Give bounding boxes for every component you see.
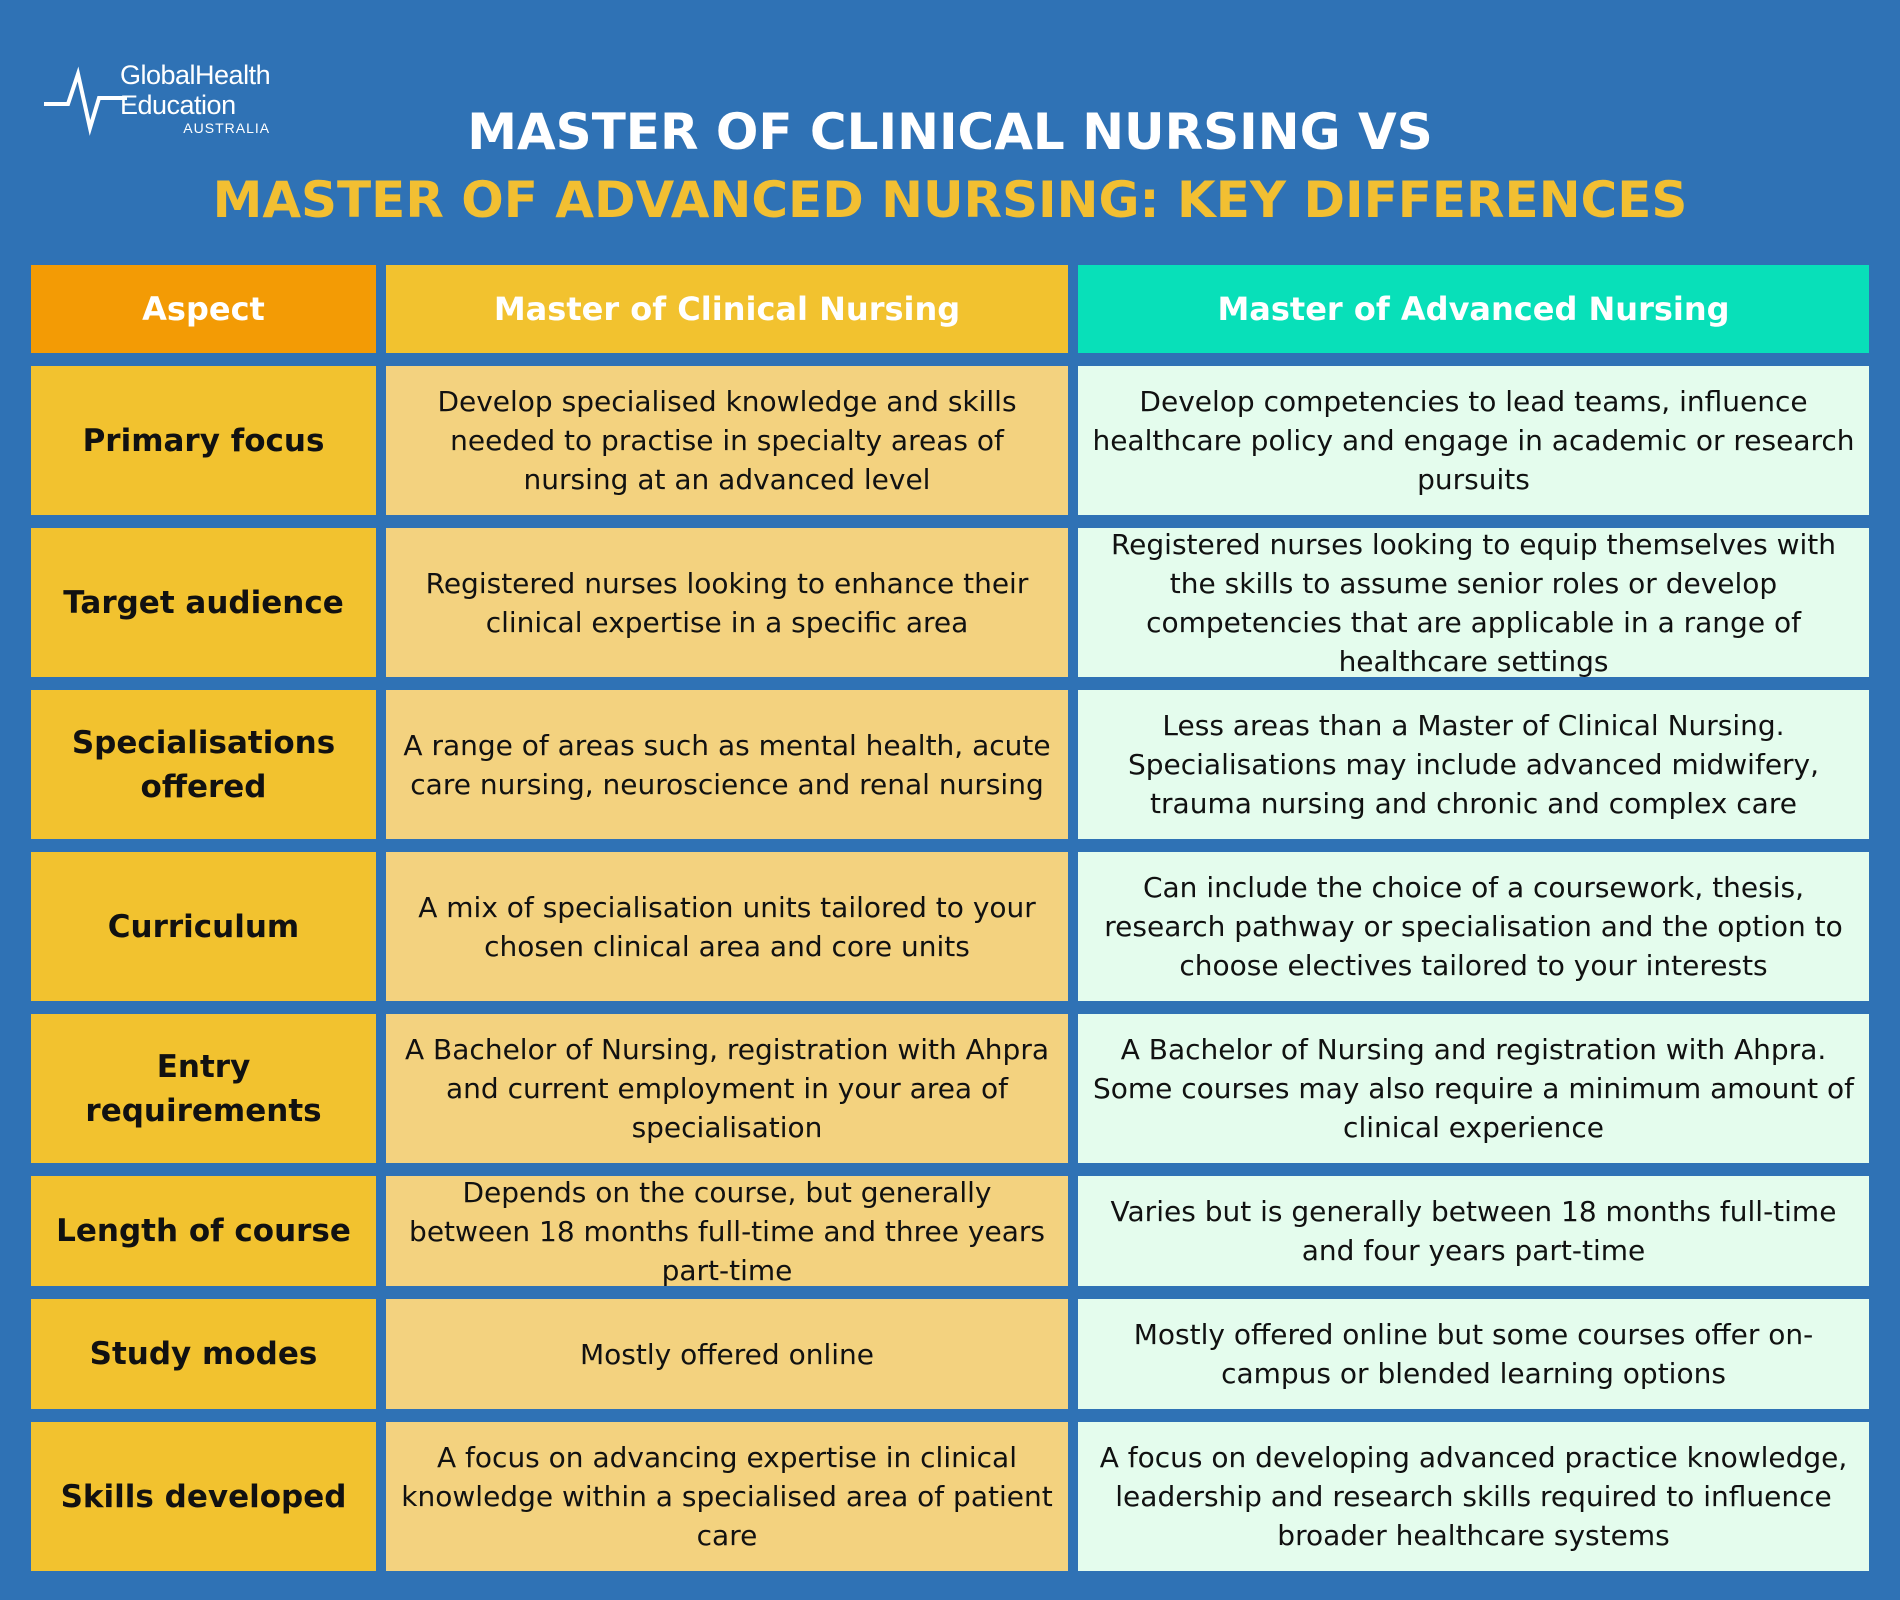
row-advanced-length-of-course: Varies but is generally between 18 months full-time and four years part-time [1078, 1176, 1869, 1286]
row-advanced-curriculum: Can include the choice of a coursework, thesis, research pathway or specialisation and the option to choose electives tailored to your interests [1078, 852, 1869, 1001]
row-advanced-skills-developed: A focus on developing advanced practice knowledge, leadership and research skills required to influence broader healthcare systems [1078, 1422, 1869, 1571]
row-aspect-target-audience: Target audience [31, 528, 376, 677]
row-clinical-target-audience: Registered nurses looking to enhance their clinical expertise in a specific area [386, 528, 1068, 677]
row-aspect-curriculum: Curriculum [31, 852, 376, 1001]
header-aspect: Aspect [31, 265, 376, 353]
row-clinical-specialisations: A range of areas such as mental health, acute care nursing, neuroscience and renal nursing [386, 690, 1068, 839]
row-advanced-target-audience: Registered nurses looking to equip themselves with the skills to assume senior roles or develop competencies that are applicable in a range of healthcare settings [1078, 528, 1869, 677]
row-aspect-primary-focus: Primary focus [31, 366, 376, 515]
row-aspect-skills-developed: Skills developed [31, 1422, 376, 1571]
brand-country: AUSTRALIA [183, 120, 271, 136]
row-aspect-entry-requirements: Entry requirements [31, 1014, 376, 1163]
page-title-line1: MASTER OF CLINICAL NURSING VS [467, 103, 1433, 161]
row-aspect-length-of-course: Length of course [31, 1176, 376, 1286]
row-clinical-length-of-course: Depends on the course, but generally between 18 months full-time and three years part-time [386, 1176, 1068, 1286]
page-title-line2: MASTER OF ADVANCED NURSING: KEY DIFFERENCES [212, 171, 1688, 229]
row-advanced-specialisations: Less areas than a Master of Clinical Nursing. Specialisations may include advanced midwifery, trauma nursing and chronic and complex care [1078, 690, 1869, 839]
row-clinical-skills-developed: A focus on advancing expertise in clinical knowledge within a specialised area of patient care [386, 1422, 1068, 1571]
row-advanced-study-modes: Mostly offered online but some courses offer on-campus or blended learning options [1078, 1299, 1869, 1409]
row-clinical-study-modes: Mostly offered online [386, 1299, 1068, 1409]
brand-name-line2: Education [120, 90, 236, 120]
row-aspect-study-modes: Study modes [31, 1299, 376, 1409]
row-clinical-curriculum: A mix of specialisation units tailored to your chosen clinical area and core units [386, 852, 1068, 1001]
row-clinical-primary-focus: Develop specialised knowledge and skills needed to practise in specialty areas of nursing at an advanced level [386, 366, 1068, 515]
header-clinical-nursing: Master of Clinical Nursing [386, 265, 1068, 353]
comparison-table [31, 265, 1869, 1565]
row-clinical-entry-requirements: A Bachelor of Nursing, registration with Ahpra and current employment in your area of specialisation [386, 1014, 1068, 1163]
header-advanced-nursing: Master of Advanced Nursing [1078, 265, 1869, 353]
row-advanced-primary-focus: Develop competencies to lead teams, influence healthcare policy and engage in academic or research pursuits [1078, 366, 1869, 515]
row-aspect-specialisations: Specialisations offered [31, 690, 376, 839]
brand-name-line1: GlobalHealth [120, 60, 271, 90]
row-advanced-entry-requirements: A Bachelor of Nursing and registration with Ahpra. Some courses may also require a minimum amount of clinical experience [1078, 1014, 1869, 1163]
